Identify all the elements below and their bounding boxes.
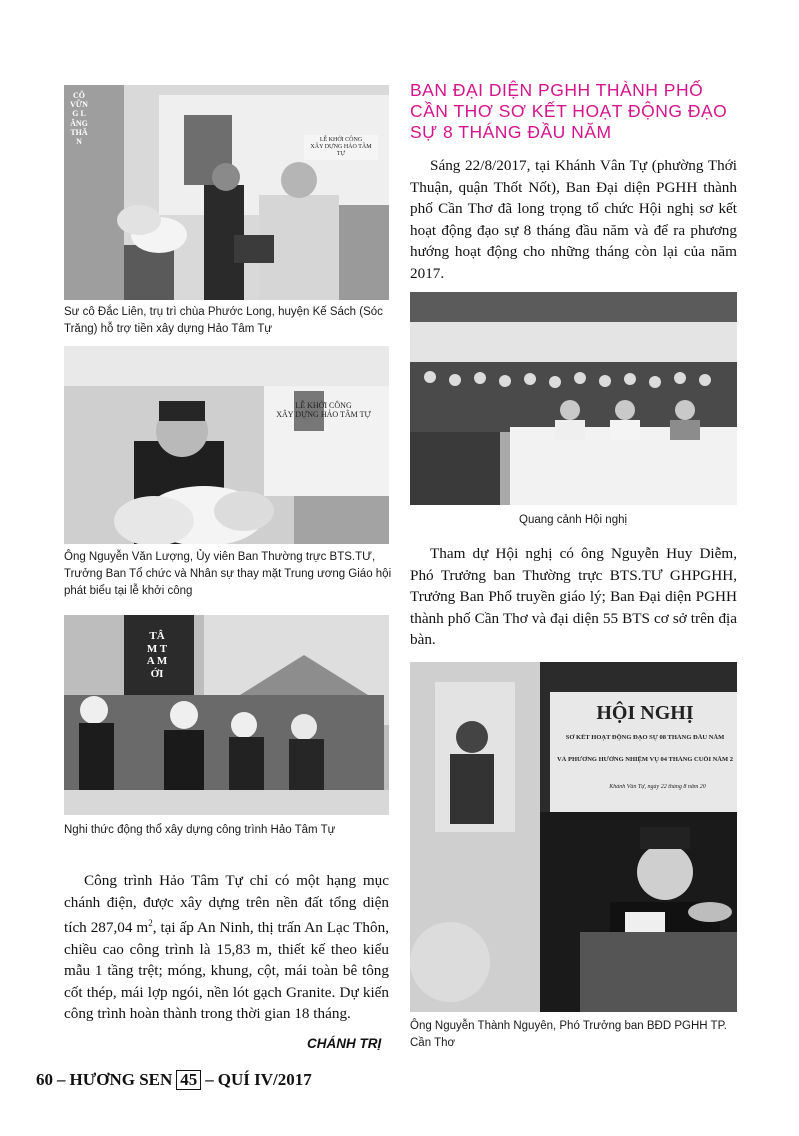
paragraph-text-start: Công trình Hảo Tâm Tự chỉ có một hạng mục chánh điện, được xây dựng trên nền đất tổng diện tích 287,04 m [64, 872, 389, 937]
superscript: 2 [148, 918, 153, 928]
hoi-nghi-title: HỘI NGHỊ [596, 702, 694, 724]
right-paragraph-1: Sáng 22/8/2017, tại Khánh Vân Tự (phường Thới Thuận, quận Thốt Nốt), Ban Đại diện PGHH thành phố Cần Thơ đã long trọng tổ chức Hội nghị sơ kết hoạt động đạo sự 8 tháng đầu năm và để ra phương hướng hoạt động cho những tháng còn lại của năm 2017. [410, 157, 737, 282]
photo-groundbreaking [64, 615, 389, 815]
photo-conference-hall [410, 292, 737, 505]
banner-khoi-cong-2: LỄ KHỞI CÔNG XÂY DỰNG HẢO TÂM TỰ [276, 401, 371, 420]
page-number: 60 [36, 1070, 53, 1089]
quarter: QUÍ IV/2017 [217, 1070, 312, 1089]
paragraph-text-end: , tại ấp An Ninh, thị trấn An Lạc Thôn, chiều cao công trình là 15,83 m, thiết kế theo kiểu mẫu 1 tầng trệt; móng, khung, cột, mái toàn bê tông cốt thép, mái lợp ngói, nền lót gạch Granite. Dự kiến công trình hoàn thành trong thời gian 18 tháng. [64, 919, 389, 1023]
photo-speaker-ceremony [64, 346, 389, 544]
hoi-nghi-line-2: VÀ PHƯƠNG HƯỚNG NHIỆM VỤ 04 THÁNG CUỐI NĂM 2 [556, 756, 734, 763]
pillar-sign: CÔ VỮNG LĂNG THÂN [70, 91, 88, 146]
caption-photo-groundbreaking: Nghi thức động thổ xây dựng công trình Hảo Tâm Tự [64, 824, 336, 836]
footer-dash-2: – [205, 1070, 214, 1089]
footer-dash-1: – [57, 1070, 66, 1089]
photo-donation-ceremony [64, 85, 389, 300]
byline: CHÁNH TRỊ [307, 1036, 382, 1051]
photo-hoi-nghi-speaker [410, 662, 737, 1012]
right-paragraph-2: Tham dự Hội nghị có ông Nguyễn Huy Diễm, Phó Trưởng ban Thường trực BTS.TƯ GHPGHH, Trưởng Ban Phổ truyền giáo lý; Ban Đại diện PGHH thành phố Cần Thơ và đại diện 55 BTS cơ sở trên địa bàn. [410, 545, 737, 648]
hoi-nghi-line-1: SƠ KẾT HOẠT ĐỘNG ĐẠO SỰ 08 THÁNG ĐẦU NĂM [565, 734, 725, 741]
banner-khoi-cong: LỄ KHỞI CÔNG XÂY DỰNG HẢO TÂM TỰ [304, 135, 378, 160]
caption-photo-donation: Sư cô Đắc Liên, trụ trì chùa Phước Long, huyện Kế Sách (Sóc Trăng) hỗ trợ tiền xây dựng Hảo Tâm Tự [64, 306, 383, 335]
issue-number: 45 [176, 1070, 201, 1090]
left-body-paragraph [64, 870, 389, 1025]
magazine-name: HƯƠNG SEN [69, 1070, 173, 1089]
page-footer [36, 1070, 312, 1090]
caption-hoi-nghi-speaker: Ông Nguyễn Thành Nguyên, Phó Trưởng ban BĐD PGHH TP. Cần Thơ [410, 1020, 727, 1049]
article-headline: BAN ĐẠI DIỆN PGHH THÀNH PHỐ CẦN THƠ SƠ KẾT HOẠT ĐỘNG ĐẠO SỰ 8 THÁNG ĐẦU NĂM [410, 80, 728, 142]
pillar-sign-2: TÂM TA MỚI [146, 630, 168, 680]
caption-photo-speaker: Ông Nguyễn Văn Lượng, Ủy viên Ban Thường trực BTS.TƯ, Trưởng Ban Tổ chức và Nhân sự thay mặt Trung ương Giáo hội phát biểu tại lễ khởi công [64, 551, 392, 597]
caption-conference-hall: Quang cảnh Hội nghị [519, 514, 628, 526]
hoi-nghi-date: Khánh Vân Tự, ngày 22 tháng 8 năm 20 [609, 784, 706, 790]
